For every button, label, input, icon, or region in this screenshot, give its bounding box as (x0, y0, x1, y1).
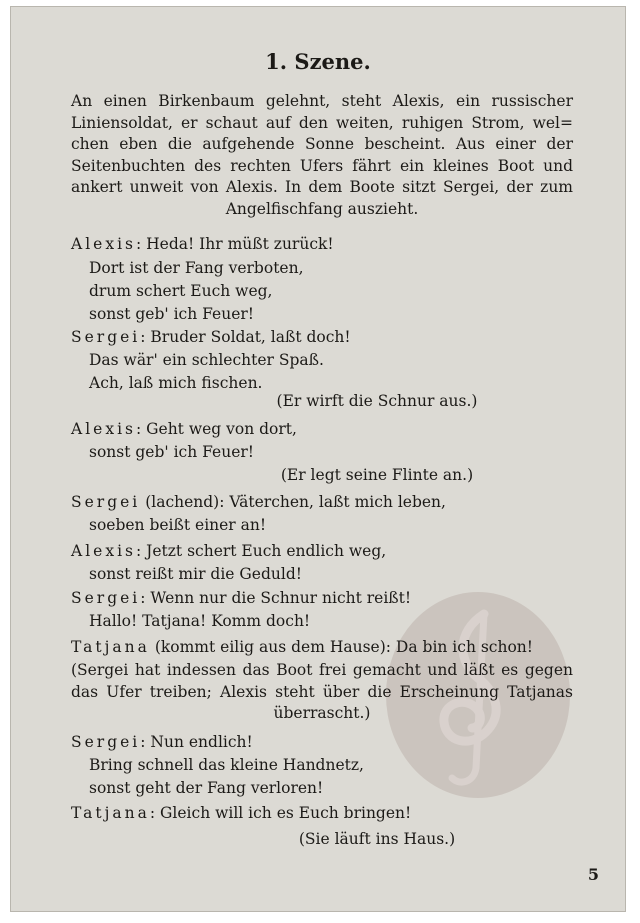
dialogue-text: : Jetzt schert Euch endlich weg, (135, 542, 387, 560)
dialogue-text: : Wenn nur die Schnur nicht reißt! (140, 589, 412, 607)
speaker-name: Tatjana (71, 804, 150, 822)
stage-paragraph (71, 660, 573, 725)
speaker-name: Sergei (71, 328, 141, 346)
dialogue-continuation: sonst geb' ich Feuer! (89, 305, 255, 323)
speaker-name: Alexis (71, 542, 136, 560)
speaker-name: Tatjana (71, 638, 150, 656)
dialogue-text: : Gleich will ich es Euch bringen! (149, 804, 412, 822)
intro-line: Seitenbuchten des rechten Ufers fährt ein kleines Boot und (71, 156, 573, 175)
speaker-name: Alexis (71, 235, 136, 253)
dialogue-text: : Heda! Ihr müßt zurück! (135, 235, 334, 253)
dialogue-continuation: sonst geht der Fang verloren! (89, 779, 324, 797)
stage-paragraph-line: (Sergei hat indessen das Boot frei gemacht und läßt es gegen (71, 661, 573, 679)
dialogue-text: (lachend): Väterchen, laßt mich leben, (140, 493, 446, 511)
intro-line: chen eben die aufgehende Sonne bescheint. Aus einer der (71, 135, 573, 154)
dialogue-continuation: sonst reißt mir die Geduld! (89, 565, 302, 583)
intro-stage-direction (71, 91, 573, 221)
page-number: 5 (587, 865, 599, 884)
dialogue-line (71, 733, 253, 751)
dialogue-continuation: drum schert Euch weg, (89, 282, 273, 300)
dialogue-line (71, 542, 386, 560)
dialogue-continuation: Dort ist der Fang verboten, (89, 259, 304, 277)
dialogue-line (71, 420, 297, 438)
dialogue-line (71, 328, 351, 346)
document-page (10, 6, 626, 912)
stage-paragraph-line: überrascht.) (273, 704, 371, 723)
dialogue-text: : Geht weg von dort, (135, 420, 297, 438)
stage-paragraph-line: das Ufer treiben; Alexis steht über die Erscheinung Tatjanas (71, 682, 573, 701)
stage-direction: (Er legt seine Flinte an.) (280, 466, 474, 484)
dialogue-continuation: Das wär' ein schlechter Spaß. (89, 351, 324, 369)
dialogue-continuation: Bring schnell das kleine Handnetz, (89, 756, 364, 774)
speaker-name: Alexis (71, 420, 136, 438)
dialogue-line (71, 638, 533, 656)
speaker-name: Sergei (71, 733, 141, 751)
scene-title: 1. Szene. (265, 49, 371, 74)
intro-line: Liniensoldat, er schaut auf den weiten, ruhigen Strom, wel= (71, 113, 573, 132)
dialogue-line (71, 804, 411, 822)
dialogue-line (71, 493, 446, 511)
dialogue-text: : Bruder Soldat, laßt doch! (140, 328, 351, 346)
dialogue-text: (kommt eilig aus dem Hause): Da bin ich schon! (149, 638, 534, 656)
speaker-name: Sergei (71, 493, 141, 511)
dialogue-text: : Nun endlich! (140, 733, 253, 751)
dialogue-line (71, 589, 411, 607)
dialogue-continuation: Hallo! Tatjana! Komm doch! (89, 612, 311, 630)
speaker-name: Sergei (71, 589, 141, 607)
dialogue-continuation: soeben beißt einer an! (89, 516, 267, 534)
dialogue-continuation: Ach, laß mich fischen. (89, 374, 263, 392)
stage-direction: (Sie läuft ins Haus.) (298, 830, 456, 848)
intro-line: ankert unweit von Alexis. In dem Boote sitzt Sergei, der zum (71, 178, 573, 197)
intro-line: An einen Birkenbaum gelehnt, steht Alexis, ein russischer (71, 92, 573, 110)
dialogue-continuation: sonst geb' ich Feuer! (89, 443, 255, 461)
stage-direction: (Er wirft die Schnur aus.) (276, 392, 478, 410)
dialogue-line (71, 235, 334, 253)
intro-line: Angelfischfang auszieht. (225, 199, 419, 218)
